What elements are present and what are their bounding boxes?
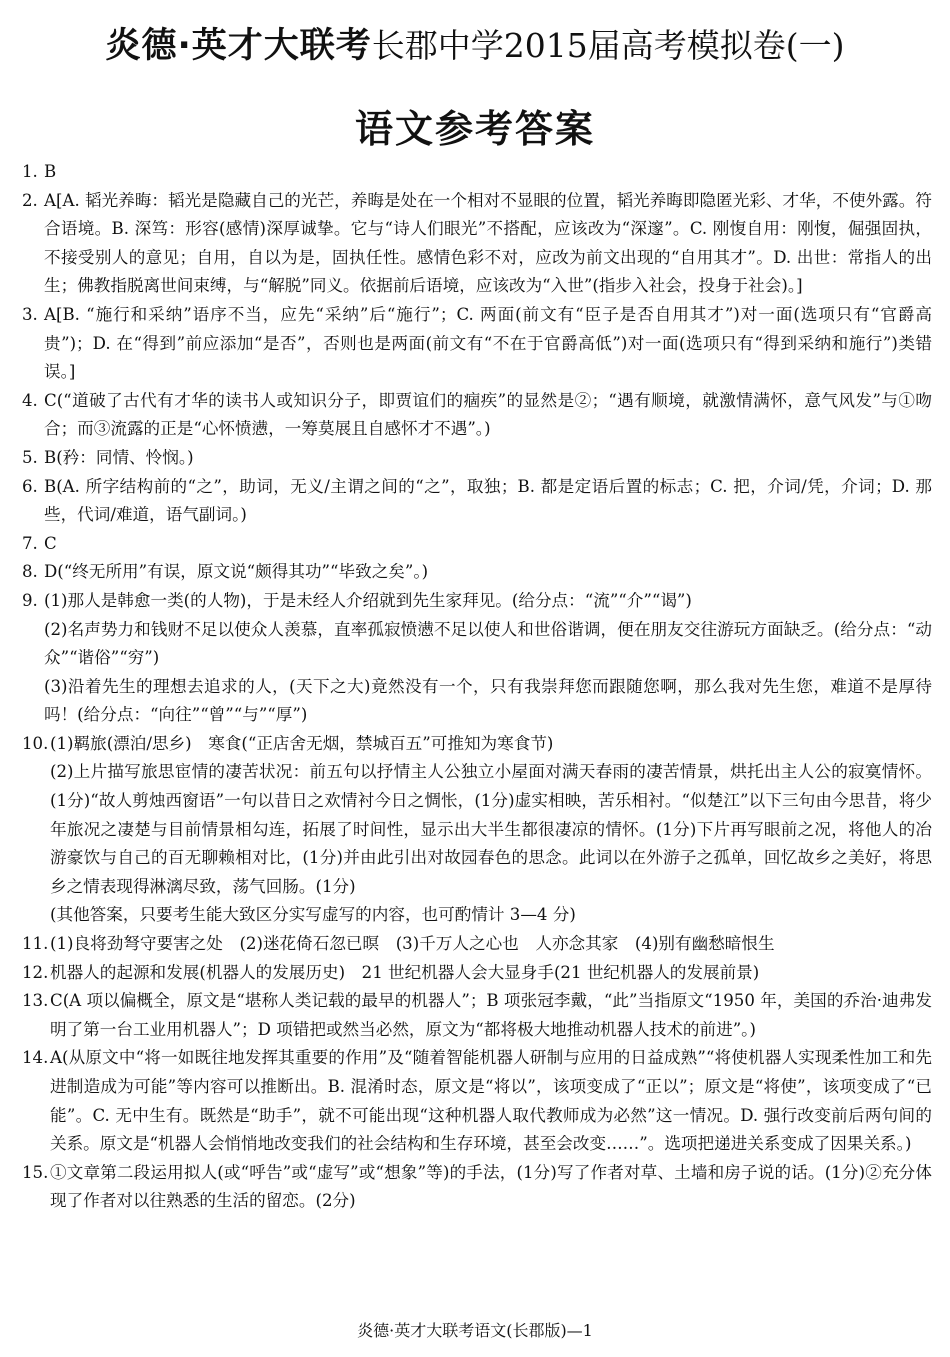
answer-number: 6. bbox=[22, 476, 38, 496]
answer-item bbox=[22, 558, 932, 587]
answer-text: B(矜：同情、怜悯。) bbox=[44, 447, 194, 467]
answer-item bbox=[22, 187, 932, 301]
answer-text: D(“终无所用”有误，原文说“颇得其功”“毕致之矣”。) bbox=[44, 562, 429, 582]
answer-text: (3)沿着先生的理想去追求的人，(天下之大)竟然没有一个，只有我崇拜您而跟随您啊，那么我对先生您，难道不是厚待吗！(给分点：“向往”“曾”“与”“厚”) bbox=[44, 676, 932, 725]
answer-text: A(从原文中“将一如既往地发挥其重要的作用”及“随着智能机器人研制与应用的日益成熟”“将使机器人实现柔性加工和先进制造成为可能”等内容可以推断出。B. 混淆时态，原文是“将以”，该项变成了“正以”；原文是“将使”，该项变成了“已能”。C. 无中生有。既然是“助手”，就不可能出现“这种机器人取代教师成为必然”这一情况。D. 强行改变前后两句间的关系。原文是“机器人会悄悄地改变我们的社会结构和生存环境，甚至会改变……”。选项把递进关系变成了因果关系。) bbox=[50, 1048, 932, 1154]
answer-item bbox=[22, 473, 932, 530]
answer-item bbox=[22, 1159, 932, 1216]
answer-item bbox=[22, 1044, 932, 1158]
answer-text: (1)良将劲弩守要害之处 (2)迷花倚石忽已暝 (3)千万人之心也 人亦念其家 (4)别有幽愁暗恨生 bbox=[50, 934, 775, 954]
exam-title: 长郡中学2015届高考模拟卷(一) bbox=[371, 26, 845, 65]
page-footer: 炎德·英才大联考语文(长郡版)—1 bbox=[357, 1321, 593, 1340]
answer-text: A[B. “施行和采纳”语序不当，应先“采纳”后“施行”；C. 两面(前文有“臣子是否自用其才”)对一面(选项只有“官爵高贵”)；D. 在“得到”前应添加“是否”，否则也是两面(前文有“不在于官爵高低”)对一面(选项只有“得到采纳和施行”)类错误。] bbox=[44, 304, 932, 382]
answer-item bbox=[22, 959, 932, 988]
answer-text: B(A. 所字结构前的“之”，助词，无义/主谓之间的“之”，取独；B. 都是定语后置的标志；C. 把，介词/凭，介词；D. 那些，代词/难道，语气副词。) bbox=[44, 476, 932, 525]
answer-number: 7. bbox=[22, 533, 38, 553]
page-header bbox=[0, 18, 950, 68]
answer-text: (1)羁旅(漂泊/思乡) 寒食(“正店舍无烟，禁城百五”可推知为寒食节) bbox=[50, 733, 554, 753]
answer-number: 1. bbox=[22, 162, 38, 181]
answer-number: 8. bbox=[22, 562, 38, 582]
answer-number: 14. bbox=[22, 1048, 49, 1068]
answer-number: 9. bbox=[22, 590, 38, 610]
answer-number: 3. bbox=[22, 304, 38, 324]
answer-item bbox=[22, 530, 932, 559]
page-title: 语文参考答案 bbox=[354, 107, 595, 151]
answer-number: 5. bbox=[22, 447, 38, 467]
answer-item bbox=[22, 158, 932, 187]
answer-text: (2)上片描写旅思宦情的凄苦状况：前五句以抒情主人公独立小屋面对满天春雨的凄苦情景，烘托出主人公的寂寞情怀。(1分)“故人剪烛西窗语”一句以昔日之欢情衬今日之惆怅，(1分)虚实相映，苦乐相衬。“似楚江”以下三句由今思昔，将少年旅况之凄楚与目前情景相勾连，拓展了时间性，显示出大半生都很凄凉的情怀。(1分)下片再写眼前之况，将他人的冶游豪饮与自己的百无聊赖相对比，(1分)并由此引出对故园春色的思念。此词以在外游子之孤单，回忆故乡之美好，将思乡之情表现得淋漓尽致，荡气回肠。(1分) bbox=[50, 762, 932, 896]
answer-text: A[A. 韬光养晦：韬光是隐藏自己的光芒，养晦是处在一个相对不显眼的位置，韬光养晦即隐匿光彩、才华，不使外露。符合语境。B. 深笃：形容(感情)深厚诚挚。它与“诗人们眼光”不搭配，应该改为“深邃”。C. 刚愎自用：刚愎，倔强固执，不接受别人的意见；自用，自以为是，固执任性。感情色彩不对，应改为前文出现的“自用其才”。D. 出世：常指人的出生；佛教指脱离世间束缚，与“解脱”同义。依据前后语境，应该改为“入世”(指步入社会，投身于社会)。] bbox=[44, 190, 932, 296]
brand-name: 炎德·英才大联考 bbox=[105, 26, 372, 66]
answer-item bbox=[22, 730, 932, 930]
answer-text: (1)那人是韩愈一类(的人物)，于是未经人介绍就到先生家拜见。(给分点：“流”“介”“谒”) bbox=[44, 590, 692, 610]
answer-item bbox=[22, 930, 932, 959]
answer-number: 15. bbox=[22, 1162, 49, 1182]
answer-text: C(“道破了古代有才华的读书人或知识分子，即贾谊们的痼疾”的显然是②；“遇有顺境，就激情满怀，意气风发”与①吻合；而③流露的正是“心怀愤懑，一筹莫展且自感怀才不遇”。) bbox=[44, 390, 932, 439]
answer-item bbox=[22, 444, 932, 473]
answer-text: 机器人的起源和发展(机器人的发展历史) 21 世纪机器人会大显身手(21 世纪机器人的发展前景) bbox=[50, 962, 760, 982]
answer-text: C bbox=[44, 533, 57, 553]
answer-item bbox=[22, 301, 932, 387]
answer-item bbox=[22, 387, 932, 444]
answer-number: 10. bbox=[22, 733, 49, 753]
answer-item bbox=[22, 587, 932, 730]
answer-number: 2. bbox=[22, 190, 38, 210]
answer-text: (2)名声势力和钱财不足以使众人羡慕，直率孤寂愤懑不足以使人和世俗谐调，便在朋友交往游玩方面缺乏。(给分点：“动众”“谐俗”“穷”) bbox=[44, 619, 932, 668]
answer-text: (其他答案，只要考生能大致区分实写虚写的内容，也可酌情计 3—4 分) bbox=[50, 905, 576, 925]
answer-number: 4. bbox=[22, 390, 38, 410]
answer-number: 12. bbox=[22, 962, 49, 982]
answer-text: ①文章第二段运用拟人(或“呼告”或“虚写”或“想象”等)的手法，(1分)写了作者对草、土墙和房子说的话。(1分)②充分体现了作者对以往熟悉的生活的留恋。(2分) bbox=[50, 1162, 932, 1211]
answer-list bbox=[22, 158, 932, 1216]
answer-number: 13. bbox=[22, 991, 49, 1011]
answer-text: C(A 项以偏概全，原文是“堪称人类记载的最早的机器人”；B 项张冠李戴，“此”当指原文“1950 年，美国的乔治·迪弗发明了第一台工业用机器人”；D 项错把或然当必然，原文为“都将极大地推动机器人技术的前进”。) bbox=[50, 991, 932, 1039]
answer-number: 11. bbox=[22, 934, 49, 954]
answer-text: B bbox=[44, 162, 57, 181]
answer-item bbox=[22, 987, 932, 1044]
